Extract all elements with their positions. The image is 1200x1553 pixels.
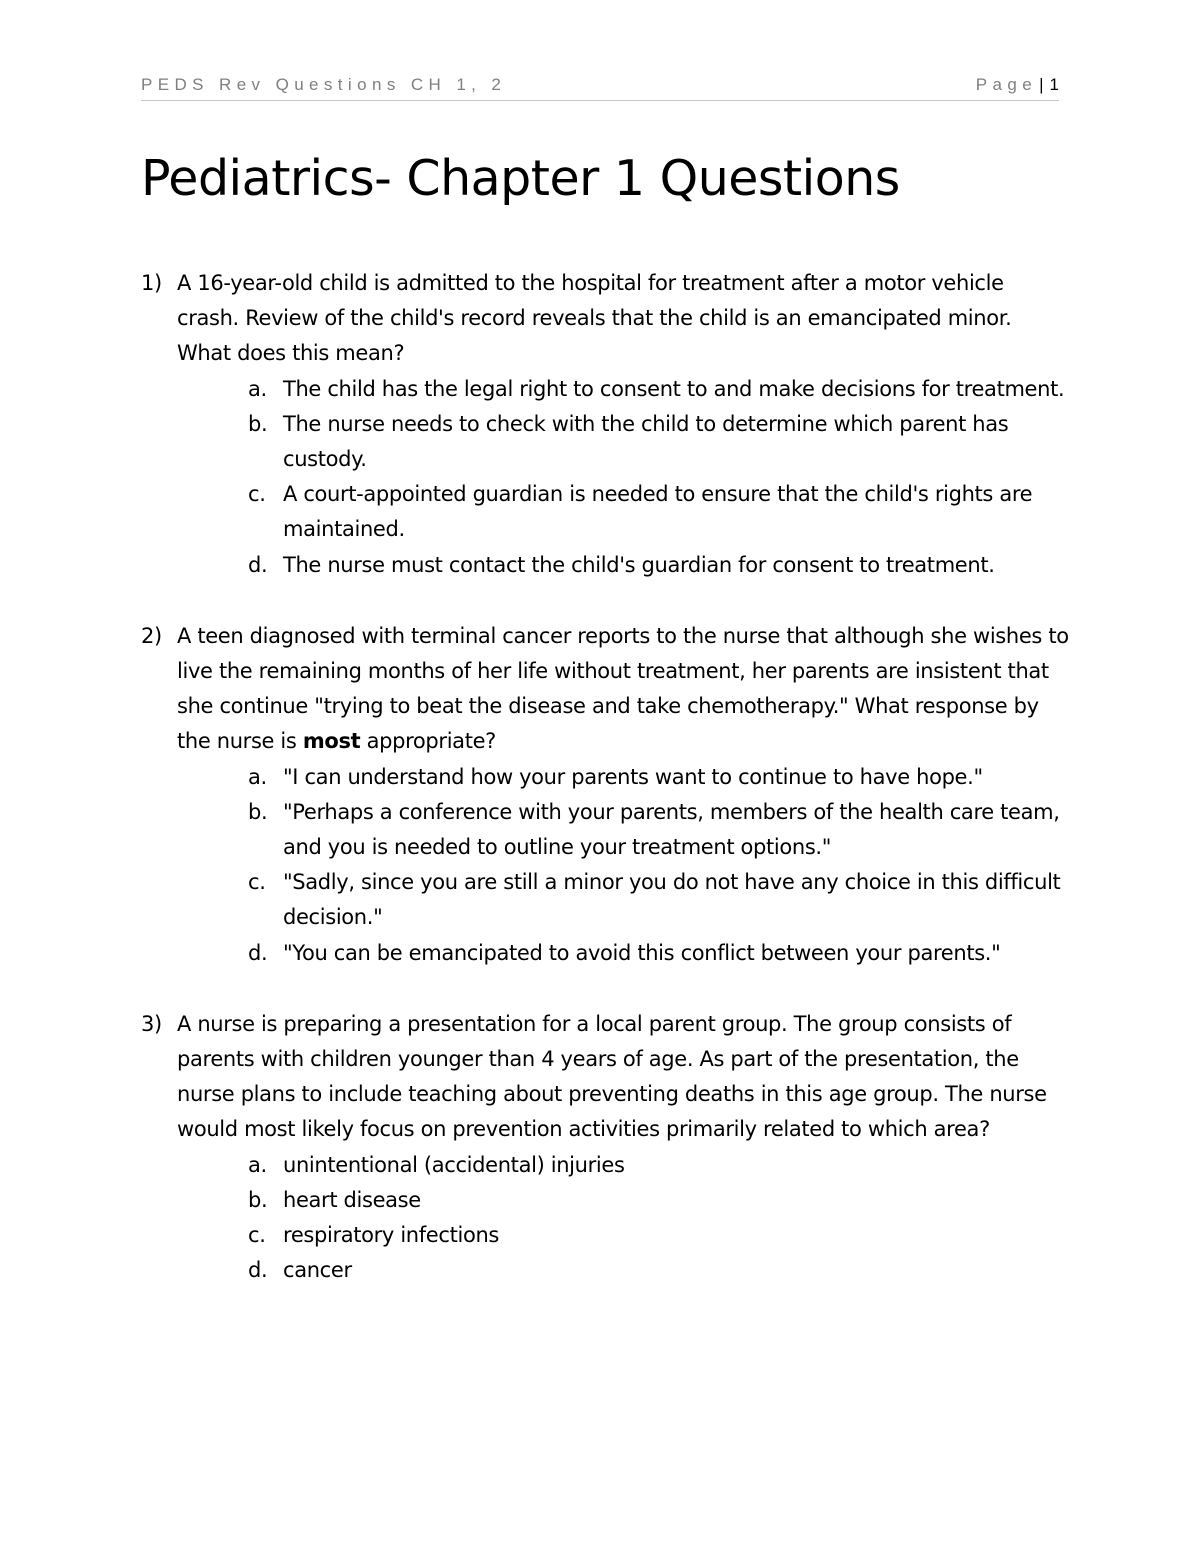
- question-number: 3): [141, 1011, 162, 1036]
- option-text: The child has the legal right to consent to and make decisions for treatment.: [283, 376, 1065, 401]
- question-emphasis: most: [302, 729, 361, 754]
- option-text: "I can understand how your parents want to continue to have hope.": [283, 764, 983, 789]
- question-number: 1): [141, 271, 162, 295]
- answer-option: [177, 936, 1071, 971]
- option-letter: a.: [248, 1152, 267, 1177]
- option-text: cancer: [283, 1258, 352, 1283]
- answer-options: [177, 760, 1071, 971]
- option-letter: d.: [248, 1258, 268, 1283]
- answer-option: [177, 477, 1071, 547]
- option-text: heart disease: [283, 1187, 421, 1212]
- page-header: [141, 73, 1059, 101]
- option-text: "Sadly, since you are still a minor you do not have any choice in this difficult decision.": [283, 870, 1061, 930]
- option-text: unintentional (accidental) injuries: [283, 1152, 625, 1177]
- header-separator: |: [1039, 75, 1044, 94]
- answer-option: [177, 1218, 1071, 1253]
- answer-option: [177, 795, 1071, 865]
- option-letter: c.: [248, 482, 266, 507]
- answer-option: [177, 760, 1071, 795]
- option-letter: d.: [248, 940, 268, 965]
- header-page-number: 1: [1049, 75, 1059, 94]
- answer-option: [177, 1183, 1071, 1218]
- option-letter: c.: [248, 870, 266, 895]
- option-letter: a.: [248, 376, 267, 401]
- option-letter: b.: [248, 411, 268, 436]
- question-number: 2): [141, 623, 162, 648]
- option-letter: a.: [248, 764, 267, 789]
- option-letter: b.: [248, 799, 268, 824]
- option-text: "You can be emancipated to avoid this conflict between your parents.": [283, 940, 1001, 965]
- option-text: respiratory infections: [283, 1223, 499, 1248]
- option-text: The nurse must contact the child's guardian for consent to treatment.: [283, 552, 995, 577]
- answer-options: [177, 1148, 1071, 1289]
- question-1: [141, 266, 1071, 583]
- question-3: [141, 1007, 1071, 1289]
- question-text-part: A teen diagnosed with terminal cancer reports to the nurse that although she wishes to live the remaining months of her life without treatment, her parents are insistent that she continue "trying to beat the disease and take chemotherapy." What response by the nurse is: [177, 623, 1069, 754]
- question-text: A 16-year-old child is admitted to the hospital for treatment after a motor vehicle crash. Review of the child's record reveals that the child is an emancipated minor. What does this mean?: [177, 271, 1012, 366]
- page-title: Pediatrics- Chapter 1 Questions: [141, 150, 900, 207]
- option-letter: d.: [248, 552, 268, 577]
- question-text-part: appropriate?: [366, 729, 496, 754]
- option-letter: b.: [248, 1187, 268, 1212]
- answer-option: [177, 372, 1071, 407]
- header-document-title: PEDS Rev Questions CH 1, 2: [141, 75, 507, 94]
- question-2: [141, 619, 1071, 971]
- question-text: [177, 619, 1071, 760]
- option-text: "Perhaps a conference with your parents, members of the health care team, and you is needed to outline your treatment options.": [283, 799, 1060, 860]
- answer-options: [177, 372, 1071, 583]
- answer-option: [177, 1148, 1071, 1183]
- answer-option: [177, 548, 1071, 583]
- option-text: The nurse needs to check with the child to determine which parent has custody.: [283, 411, 1009, 472]
- header-page-indicator: [976, 75, 1059, 95]
- question-list: [141, 266, 1071, 1324]
- answer-option: [177, 865, 1071, 935]
- answer-option: [177, 1253, 1071, 1288]
- option-text: A court-appointed guardian is needed to ensure that the child's rights are maintained.: [283, 482, 1033, 542]
- option-letter: c.: [248, 1223, 266, 1248]
- header-page-label: Page: [975, 75, 1038, 94]
- question-text: A nurse is preparing a presentation for a local parent group. The group consists of parents with children younger than 4 years of age. As part of the presentation, the nurse plans to include teaching about preventing deaths in this age group. The nurse would most likely focus on prevention activities primarily related to which area?: [177, 1011, 1047, 1142]
- answer-option: [177, 407, 1071, 477]
